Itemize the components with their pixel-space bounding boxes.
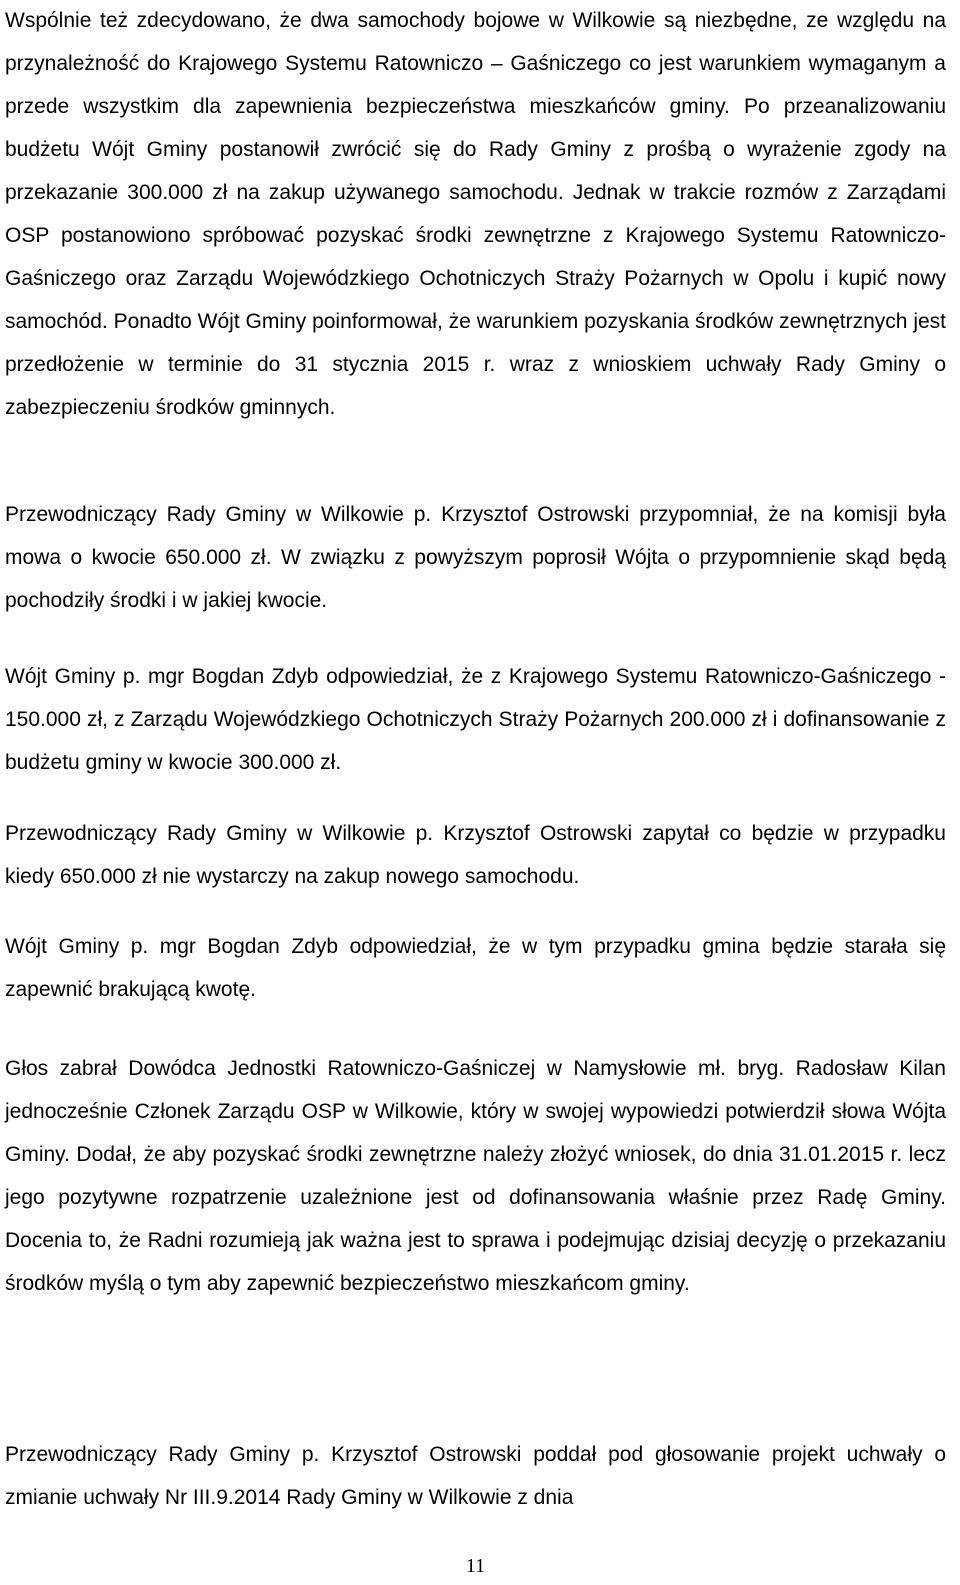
page-number: 11 (465, 1555, 486, 1577)
paragraph-commander-statement: Głos zabrał Dowódca Jednostki Ratowniczo-Gaśniczej w Namysłowie mł. bryg. Radosław Kilan jednocześnie Członek Zarządu OSP w Wilkowie, który w swojej wypowiedzi potwierdził słowa Wójta Gminy. Dodał, że aby pozyskać środki zewnętrzne należy złożyć wniosek, do dnia 31.01.2015 r. lecz jego pozytywne rozpatrzenie uzależnione jest od dofinansowania właśnie przez Radę Gminy. Docenia to, że Radni rozumieją jak ważna jest to sprawa i podejmując dzisiaj decyzję o przekazaniu środków myślą o tym aby zapewnić bezpieczeństwo mieszkańcom gminy. (5, 1057, 946, 1295)
paragraph-mayor-answer: Wójt Gminy p. mgr Bogdan Zdyb odpowiedział, że w tym przypadku gmina będzie starała się zapewnić brakującą kwotę. (5, 935, 946, 1001)
paragraph-chairman-question: Przewodniczący Rady Gminy w Wilkowie p. Krzysztof Ostrowski zapytał co będzie w przypadku kiedy 650.000 zł nie wystarczy na zakup nowego samochodu. (5, 822, 946, 888)
paragraph-fire-trucks-decision: Wspólnie też zdecydowano, że dwa samochody bojowe w Wilkowie są niezbędne, ze względu na przynależność do Krajowego Systemu Ratowniczo – Gaśniczego co jest warunkiem wymaganym a przede wszystkim dla zapewnienia bezpieczeństwa mieszkańców gminy. Po przeanalizowaniu budżetu Wójt Gminy postanowił zwrócić się do Rady Gminy z prośbą o wyrażenie zgody na przekazanie 300.000 zł na zakup używanego samochodu. Jednak w trakcie rozmów z Zarządami OSP postanowiono spróbować pozyskać środki zewnętrzne z Krajowego Systemu Ratowniczo-Gaśniczego oraz Zarządu Wojewódzkiego Ochotniczych Straży Pożarnych w Opolu i kupić nowy samochód. Ponadto Wójt Gminy poinformował, że warunkiem pozyskania środków zewnętrznych jest przedłożenie w terminie do 31 stycznia 2015 r. wraz z wnioskiem uchwały Rady Gminy o zabezpieczeniu środków gminnych. (5, 9, 946, 419)
paragraph-vote-resolution: Przewodniczący Rady Gminy p. Krzysztof Ostrowski poddał pod głosowanie projekt uchwały o zmianie uchwały Nr III.9.2014 Rady Gminy w Wilkowie z dnia (5, 1443, 946, 1509)
document-page (5, 0, 946, 1585)
paragraph-chairman-reminder: Przewodniczący Rady Gminy w Wilkowie p. Krzysztof Ostrowski przypomniał, że na komisji była mowa o kwocie 650.000 zł. W związku z powyższym poprosił Wójta o przypomnienie skąd będą pochodziły środki i w jakiej kwocie. (5, 503, 946, 612)
paragraph-mayor-funding-sources: Wójt Gminy p. mgr Bogdan Zdyb odpowiedział, że z Krajowego Systemu Ratowniczo-Gaśniczego - 150.000 zł, z Zarządu Wojewódzkiego Ochotniczych Straży Pożarnych 200.000 zł i dofinansowanie z budżetu gminy w kwocie 300.000 zł. (5, 665, 946, 774)
